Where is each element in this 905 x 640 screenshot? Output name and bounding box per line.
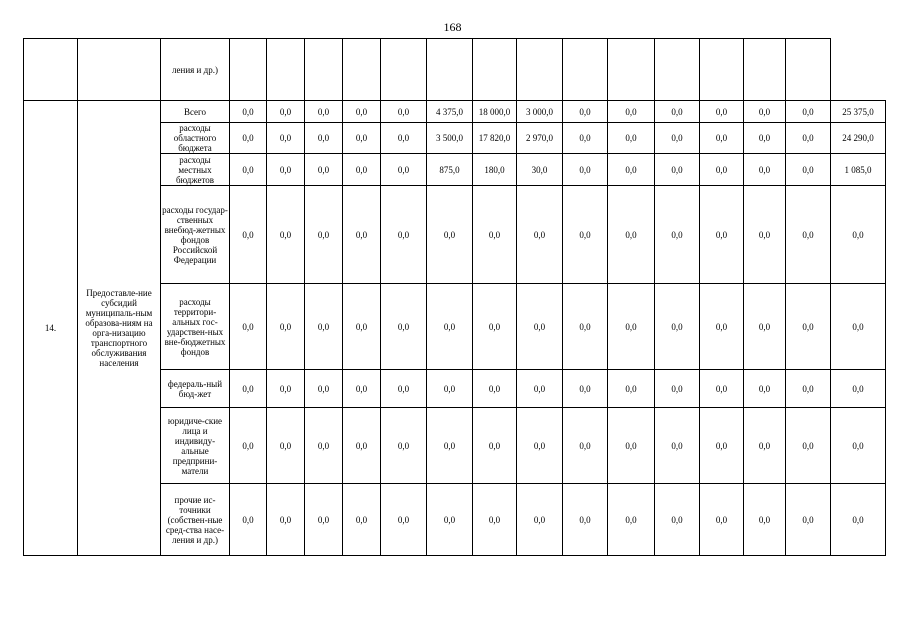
value-cell: 0,0 xyxy=(517,370,563,408)
value-cell: 0,0 xyxy=(305,101,343,123)
value-cell: 0,0 xyxy=(517,186,563,284)
continuation-description-cell xyxy=(78,39,161,101)
value-cell: 0,0 xyxy=(381,101,427,123)
value-cell: 0,0 xyxy=(230,154,267,186)
value-cell: 875,0 xyxy=(427,154,473,186)
value-cell: 0,0 xyxy=(831,186,886,284)
value-cell: 0,0 xyxy=(267,154,305,186)
value-cell: 0,0 xyxy=(786,408,831,484)
value-cell: 30,0 xyxy=(517,154,563,186)
value-cell: 0,0 xyxy=(230,186,267,284)
value-cell: 0,0 xyxy=(786,370,831,408)
value-cell: 0,0 xyxy=(744,370,786,408)
value-cell: 0,0 xyxy=(427,370,473,408)
value-cell: 0,0 xyxy=(655,101,700,123)
value-cell: 0,0 xyxy=(744,101,786,123)
value-cell: 0,0 xyxy=(267,123,305,154)
value-cell: 0,0 xyxy=(786,484,831,556)
value-cell: 0,0 xyxy=(473,408,517,484)
source-label: прочие ис-точники (собствен-ные сред-ства насе-ления и др.) xyxy=(161,484,230,556)
value-cell: 0,0 xyxy=(744,284,786,370)
value-cell: 0,0 xyxy=(655,484,700,556)
value-cell: 0,0 xyxy=(343,123,381,154)
value-cell: 0,0 xyxy=(700,484,744,556)
value-cell: 0,0 xyxy=(267,408,305,484)
value-cell: 0,0 xyxy=(786,123,831,154)
value-cell: 0,0 xyxy=(343,370,381,408)
value-cell: 0,0 xyxy=(700,154,744,186)
value-cell: 0,0 xyxy=(786,186,831,284)
value-cell: 0,0 xyxy=(655,408,700,484)
value-cell: 0,0 xyxy=(343,284,381,370)
value-cell: 24 290,0 xyxy=(831,123,886,154)
value-cell: 4 375,0 xyxy=(427,101,473,123)
value-cell: 0,0 xyxy=(517,408,563,484)
value-cell: 0,0 xyxy=(786,101,831,123)
value-cell: 0,0 xyxy=(700,284,744,370)
value-cell: 0,0 xyxy=(744,408,786,484)
value-cell: 0,0 xyxy=(655,154,700,186)
continuation-number-cell xyxy=(24,39,78,101)
value-cell: 0,0 xyxy=(427,284,473,370)
value-cell: 0,0 xyxy=(230,284,267,370)
value-cell: 0,0 xyxy=(381,123,427,154)
value-cell: 0,0 xyxy=(700,101,744,123)
value-cell: 0,0 xyxy=(343,101,381,123)
value-cell: 0,0 xyxy=(608,186,655,284)
source-label: расходы государ-ственных внебюд-жетных фондов Российской Федерации xyxy=(161,186,230,284)
row-number: 14. xyxy=(24,101,78,556)
value-cell: 0,0 xyxy=(305,484,343,556)
value-cell: 0,0 xyxy=(655,186,700,284)
value-cell: 1 085,0 xyxy=(831,154,886,186)
value-cell: 0,0 xyxy=(563,154,608,186)
value-cell: 0,0 xyxy=(305,284,343,370)
value-cell: 0,0 xyxy=(473,370,517,408)
value-cell: 0,0 xyxy=(381,186,427,284)
value-cell: 0,0 xyxy=(608,154,655,186)
value-cell: 0,0 xyxy=(700,123,744,154)
value-cell: 0,0 xyxy=(563,123,608,154)
value-cell: 0,0 xyxy=(343,484,381,556)
value-cell: 0,0 xyxy=(700,408,744,484)
value-cell: 180,0 xyxy=(473,154,517,186)
value-cell: 0,0 xyxy=(230,370,267,408)
value-cell: 0,0 xyxy=(608,284,655,370)
value-cell: 0,0 xyxy=(608,370,655,408)
value-cell: 0,0 xyxy=(473,186,517,284)
source-row xyxy=(24,101,886,123)
value-cell: 0,0 xyxy=(517,284,563,370)
value-cell: 0,0 xyxy=(473,484,517,556)
value-cell: 0,0 xyxy=(381,154,427,186)
value-cell: 0,0 xyxy=(608,101,655,123)
value-cell: 0,0 xyxy=(267,370,305,408)
value-cell: 3 500,0 xyxy=(427,123,473,154)
value-cell: 0,0 xyxy=(381,284,427,370)
value-cell: 0,0 xyxy=(427,484,473,556)
value-cell: 0,0 xyxy=(305,408,343,484)
value-cell: 0,0 xyxy=(700,370,744,408)
value-cell: 0,0 xyxy=(343,408,381,484)
value-cell: 0,0 xyxy=(563,186,608,284)
budget-table xyxy=(23,38,886,556)
value-cell: 0,0 xyxy=(700,186,744,284)
value-cell: 0,0 xyxy=(744,186,786,284)
value-cell: 0,0 xyxy=(831,284,886,370)
value-cell: 0,0 xyxy=(230,408,267,484)
source-label: федераль-ный бюд-жет xyxy=(161,370,230,408)
value-cell: 0,0 xyxy=(381,484,427,556)
value-cell: 0,0 xyxy=(831,408,886,484)
value-cell: 0,0 xyxy=(831,484,886,556)
source-label: расходы местных бюджетов xyxy=(161,154,230,186)
value-cell: 0,0 xyxy=(267,101,305,123)
value-cell: 0,0 xyxy=(381,408,427,484)
source-label: расходы территори-альных гос-ударствен-ных вне-бюджетных фондов xyxy=(161,284,230,370)
value-cell: 0,0 xyxy=(230,101,267,123)
value-cell: 0,0 xyxy=(786,154,831,186)
value-cell: 0,0 xyxy=(744,123,786,154)
value-cell: 0,0 xyxy=(267,484,305,556)
value-cell: 0,0 xyxy=(608,408,655,484)
value-cell: 0,0 xyxy=(608,123,655,154)
value-cell: 18 000,0 xyxy=(473,101,517,123)
value-cell: 0,0 xyxy=(563,370,608,408)
value-cell: 0,0 xyxy=(305,154,343,186)
value-cell: 0,0 xyxy=(655,123,700,154)
page-number: 168 xyxy=(443,20,462,34)
source-label: Всего xyxy=(161,101,230,123)
value-cell: 0,0 xyxy=(427,186,473,284)
value-cell: 0,0 xyxy=(381,370,427,408)
continuation-row xyxy=(24,39,886,101)
value-cell: 0,0 xyxy=(831,370,886,408)
value-cell: 0,0 xyxy=(305,370,343,408)
value-cell: 0,0 xyxy=(230,123,267,154)
value-cell: 0,0 xyxy=(563,408,608,484)
value-cell: 0,0 xyxy=(267,284,305,370)
value-cell: 0,0 xyxy=(608,484,655,556)
value-cell: 0,0 xyxy=(267,186,305,284)
value-cell: 0,0 xyxy=(305,123,343,154)
source-label: расходы областного бюджета xyxy=(161,123,230,154)
value-cell: 3 000,0 xyxy=(517,101,563,123)
value-cell: 0,0 xyxy=(786,284,831,370)
value-cell: 0,0 xyxy=(305,186,343,284)
value-cell: 0,0 xyxy=(343,186,381,284)
value-cell: 2 970,0 xyxy=(517,123,563,154)
value-cell: 0,0 xyxy=(427,408,473,484)
value-cell: 17 820,0 xyxy=(473,123,517,154)
value-cell: 0,0 xyxy=(744,484,786,556)
value-cell: 0,0 xyxy=(517,484,563,556)
value-cell: 0,0 xyxy=(655,370,700,408)
value-cell: 25 375,0 xyxy=(831,101,886,123)
value-cell: 0,0 xyxy=(563,284,608,370)
source-label: юридиче-ские лица и индивиду-альные предприни-матели xyxy=(161,408,230,484)
value-cell: 0,0 xyxy=(343,154,381,186)
value-cell: 0,0 xyxy=(744,154,786,186)
value-cell: 0,0 xyxy=(563,101,608,123)
continuation-source-label: ления и др.) xyxy=(161,39,230,101)
value-cell: 0,0 xyxy=(473,284,517,370)
value-cell: 0,0 xyxy=(563,484,608,556)
row-description: Предоставле-ние субсидий муниципаль-ным образова-ниям на орга-низацию транспортного обслуживания населения xyxy=(78,101,161,556)
value-cell: 0,0 xyxy=(655,284,700,370)
value-cell: 0,0 xyxy=(230,484,267,556)
